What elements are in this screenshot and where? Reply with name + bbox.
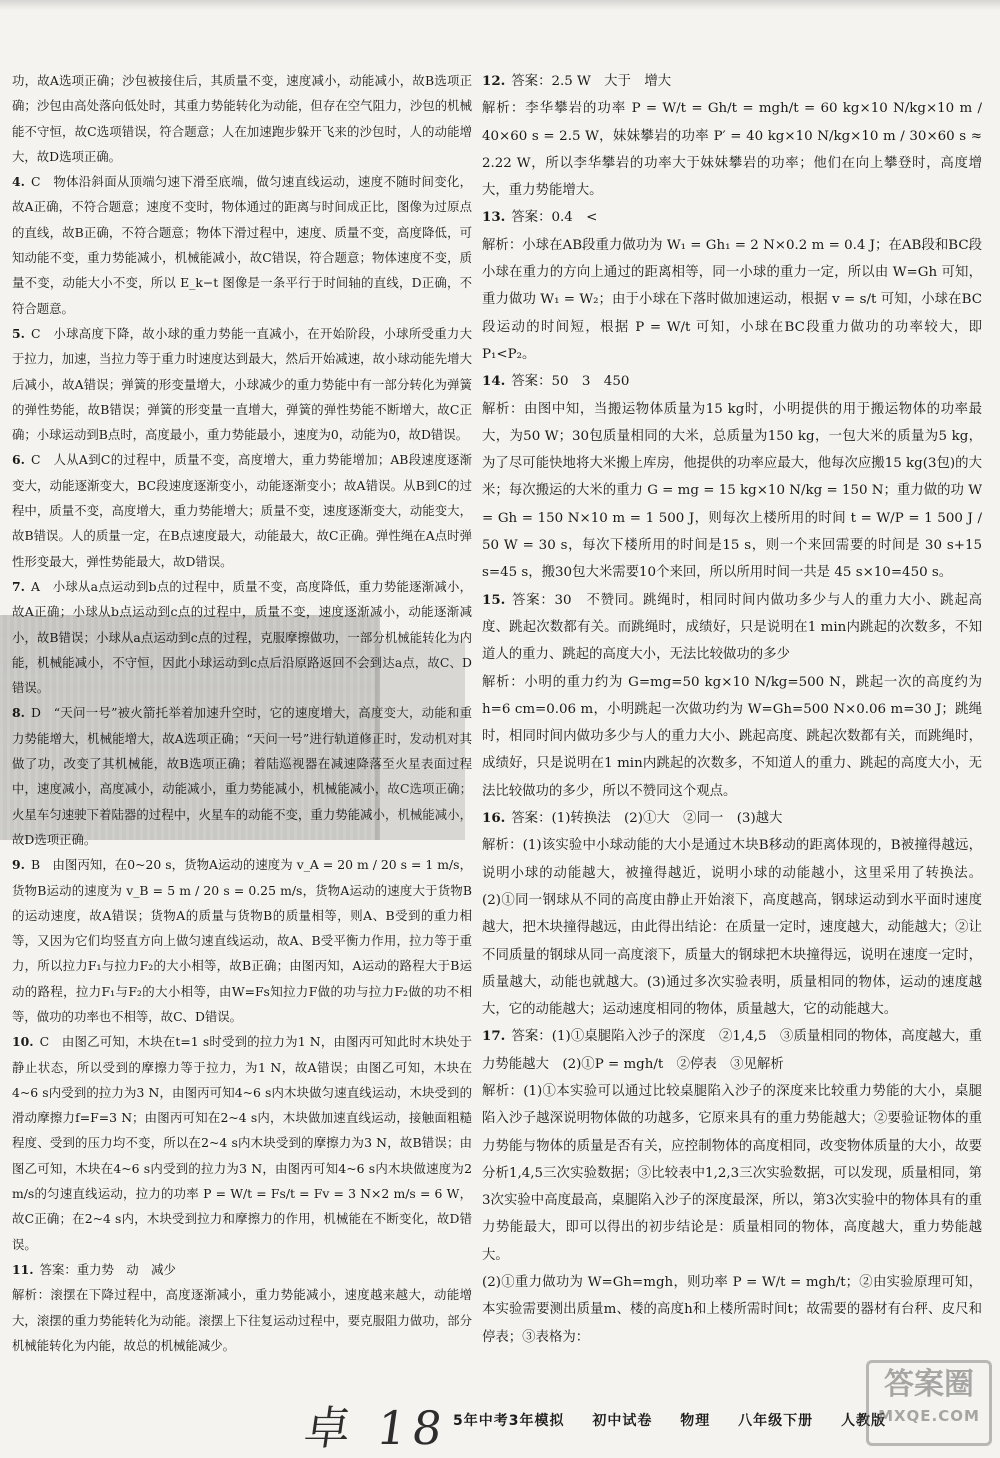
question-number: 8.	[12, 705, 25, 721]
site-watermark-logo	[866, 1360, 992, 1446]
answer-text: 解析：小球在AB段重力做功为 W₁ = Gh₁ = 2 N×0.2 m = 0.4 J；在AB段和BC段小球在重力的方向上通过的距离相等，同一小球的重力一定，所以由 W=Gh 可知，重力做功 W₁ = W₂；由于小球在下落时做加速运动，根据 v = s/t 可知，小球在BC段运动的时间短，根据 P = W/t 可知，小球在BC段重力做功的功率较大，即 P₁<P₂。	[482, 237, 982, 362]
answer-paragraph	[12, 852, 472, 1029]
answer-text: (2)①重力做功为 W=Gh=mgh，则功率 P = W/t = mgh/t；②由实验原理可知，本实验需要测出质量m、楼的高度h和上楼所需时间t；故需要的器材有台秤、皮尺和停表；③表格为：	[482, 1275, 982, 1345]
answer-paragraph	[482, 232, 982, 368]
answer-text: 解析：由图中知，当搬运物体质量为15 kg时，小明提供的用于搬运物体的功率最大，为50 W；30包质量相同的大米，总质量为150 kg，一包大米的质量为5 kg，为了尽可能快地将大米搬上库房，他提供的功率应最大，他每次应搬15 kg(3包)的大米；每次搬运的大米的重力 G = mg = 15 kg×10 N/kg = 150 N；重力做的功 W = Gh = 150 N×10 m = 1 500 J，则每次上楼所用的时间 t = W/P = 1 500 J / 50 W = 30 s，每次下楼所用的时间是15 s，则一个来回需要的时间是 30 s+15 s=45 s，搬30包大米需要10个来回，所以所用时间一共是 45 s×10=450 s。	[482, 401, 982, 581]
answer-paragraph	[482, 669, 982, 805]
question-number: 9.	[12, 857, 25, 873]
answer-paragraph	[482, 368, 982, 395]
question-number: 11.	[12, 1261, 34, 1277]
answer-paragraph	[12, 447, 472, 573]
left-column	[12, 68, 472, 1358]
answer-paragraph	[482, 805, 982, 832]
answer-paragraph	[482, 95, 982, 204]
answer-paragraph	[12, 321, 472, 447]
question-number: 13.	[482, 209, 506, 226]
answer-text: 答案：重力势 动 减少	[39, 1261, 176, 1277]
answer-text: B 由图丙知，在0~20 s，货物A运动的速度为 v_A = 20 m / 20 s = 1 m/s，货物B运动的速度为 v_B = 5 m / 20 s = 0.25 m/s，货物A运动的速度大于货物B的运动速度，故A错误；货物A的质量与货物B的质量相等，则A、B受到的重力相等，又因为它们均竖直方向上做匀速直线运动，故A、B受平衡力作用，拉力等于重力，所以拉力F₁与拉力F₂的大小相等，故B正确；由图丙知，A运动的路程大于B运动的路程，拉力F₁与F₂的大小相等，由W=Fs知拉力F做的功与拉力F₂做的功不相等，做功的功率也不相等，故C、D错误。	[12, 857, 472, 1024]
answer-paragraph	[12, 169, 472, 321]
question-number: 17.	[482, 1028, 506, 1045]
answer-paragraph	[12, 1257, 472, 1282]
footer-series: 5年中考3年模拟	[453, 1413, 565, 1429]
answer-text: 解析：(1)该实验中小球动能的大小是通过木块B移动的距离体现的，B被撞得越远，说明小球的动能越大，被撞得越近，说明小球的动能越小，这里采用了转换法。(2)①同一钢球从不同的高度由静止开始滚下，高度越高，钢球运动到水平面时速度越大，把木块撞得越远，由此得出结论：在质量一定时，速度越大，动能越大；②让不同质量的钢球从同一高度滚下，质量大的钢球把木块撞得远，说明在速度一定时，质量越大，动能也就越大。(3)通过多次实验表明，质量相同的物体，运动的速度越大，它的动能越大；运动速度相同的物体，质量越大，它的动能越大。	[482, 838, 982, 1018]
answer-text: D “天问一号”被火箭托举着加速升空时，它的速度增大，高度变大，动能和重力势能增大，机械能增大，故A选项正确；“天问一号”进行轨道修正时，发动机对其做了功，改变了其机械能，故B选项正确；着陆巡视器在减速降落至火星表面过程中，速度减小，高度减小，动能减小，重力势能减小，机械能减小，故C选项正确；火星车匀速驶下着陆器的过程中，火星车的动能不变，重力势能减小，机械能减小，故D选项正确。	[12, 705, 472, 847]
answer-text: 答案：30 不赞同。跳绳时，相同时间内做功多少与人的重力大小、跳起高度、跳起次数都有关。而跳绳时，成绩好，只是说明在1 min内跳起的次数多，不知道人的重力、跳起的高度大小，无法比较做功的多少	[482, 592, 982, 663]
footer-edition: 人教版	[840, 1413, 886, 1429]
question-number: 4.	[12, 174, 25, 190]
question-number: 10.	[12, 1034, 34, 1050]
answer-paragraph	[12, 1282, 472, 1358]
answer-text: 解析：滚摆在下降过程中，高度逐渐减小，重力势能减小，速度越来越大，动能增大，滚摆的重力势能转化为动能。滚摆上下往复运动过程中，要克服阻力做功，部分机械能转化为内能，故总的机械能减少。	[12, 1287, 472, 1353]
watermark-title: 答案圈	[884, 1367, 974, 1402]
answer-text: 解析：李华攀岩的功率 P = W/t = Gh/t = mgh/t = 60 kg×10 N/kg×10 m / 40×60 s = 2.5 W，妹妹攀岩的功率 P′ = 40 kg×10 N/kg×10 m / 30×60 s ≈ 2.22 W，所以李华攀岩的功率大于妹妹攀岩的功率；他们在向上攀登时，高度增大，重力势能增大。	[482, 101, 982, 199]
question-number: 6.	[12, 452, 25, 468]
answer-text: C 小球高度下降，故小球的重力势能一直减小，在开始阶段，小球所受重力大于拉力，加速，当拉力等于重力时速度达到最大，然后开始减速，故小球动能先增大后减小，故A错误；弹簧的形变量增大，小球减少的重力势能中有一部分转化为弹簧的弹性势能，故B错误；弹簧的形变量一直增大，弹簧的弹性势能不断增大，故C正确；小球运动到B点时，高度最小，重力势能最小，速度为0，动能为0，故D错误。	[12, 325, 472, 443]
answer-text: C 物体沿斜面从顶端匀速下滑至底端，做匀速直线运动，速度不随时间变化，故A正确，不符合题意；速度不变时，物体通过的距离与时间成正比，图像为过原点的直线，故B正确，不符合题意；物体下滑过程中，速度、质量不变，高度降低，可知动能不变，重力势能减小，机械能减小，故C错误，符合题意；物体速度不变，质量不变，动能大小不变，所以 E_k−t 图像是一条平行于时间轴的直线，D正确，不符合题意。	[12, 174, 472, 316]
right-column	[482, 68, 982, 1351]
answer-paragraph	[12, 68, 472, 169]
answer-paragraph	[482, 204, 982, 231]
answer-paragraph	[482, 587, 982, 669]
answer-paragraph	[482, 1269, 982, 1351]
answer-paragraph	[482, 68, 982, 95]
answer-text: 答案：(1)转换法 (2)①大 ②同一 (3)越大	[511, 811, 783, 827]
answer-text: 解析：(1)①本实验可以通过比较桌腿陷入沙子的深度来比较重力势能的大小，桌腿陷入沙子越深说明物体做的功越多，它原来具有的重力势能越大；②要验证物体的重力势能与物体的质量是否有关，应控制物体的高度相同，改变物体质量的大小，故要分析1,4,5三次实验数据；③比较表中1,2,3三次实验数据，可以发现，质量相同，第3次实验中高度最高，桌腿陷入沙子的深度最深，所以，第3次实验中的物体具有的重力势能最大，即可以得出的初步结论是：质量相同的物体，高度越大，重力势能越大。	[482, 1083, 982, 1263]
answer-text: 答案：0.4 <	[511, 210, 598, 226]
answer-text: A 小球从a点运动到b点的过程中，质量不变，高度降低，重力势能逐渐减小，故A正确；小球从b点运动到c点的过程中，质量不变，速度逐渐减小，动能逐渐减小，故B错误；小球从a点运动到c点的过程，克服摩擦做功，一部分机械能转化为内能，机械能减小，不守恒，因此小球运动到c点后沿原路返回不会到达a点，故C、D错误。	[12, 578, 472, 696]
answer-paragraph	[12, 1029, 472, 1257]
answer-text: C 由图乙可知，木块在t=1 s时受到的拉力为1 N，由图丙可知此时木块处于静止状态，所以受到的摩擦力等于拉力，为1 N，故A错误；由图乙可知，木块在4~6 s内受到的拉力为3 N，由图丙可知4~6 s内木块做匀速直线运动，木块受到的滑动摩擦力f=F=3 N；由图丙可知在2~4 s内，木块做加速直线运动，接触面粗糙程度、受到的压力均不变，所以在2~4 s内木块受到的摩擦力为3 N，故B错误；由图乙可知，木块在4~6 s内受到的拉力为3 N，由图丙可知4~6 s内木块做速度为2 m/s的匀速直线运动，拉力的功率 P = W/t = Fs/t = Fv = 3 N×2 m/s = 6 W，故C正确；在2~4 s内，木块受到拉力和摩擦力的作用，机械能在不断变化，故D错误。	[12, 1034, 472, 1252]
question-number: 15.	[482, 591, 506, 608]
answer-paragraph	[482, 1023, 982, 1078]
watermark-url: MXQE.COM	[878, 1407, 980, 1425]
answer-text: 答案：(1)①桌腿陷入沙子的深度 ②1,4,5 ③质量相同的物体，高度越大，重力势能越大 (2)①P = mgh/t ②停表 ③见解析	[482, 1029, 982, 1072]
question-number: 7.	[12, 578, 25, 594]
answer-paragraph	[482, 1078, 982, 1269]
answer-paragraph	[482, 396, 982, 587]
answer-text: 答案：50 3 450	[511, 374, 630, 390]
answer-paragraph	[12, 574, 472, 700]
handwritten-page-mark: 卓 18	[300, 1401, 452, 1455]
footer-subject: 物理	[680, 1413, 711, 1429]
question-number: 5.	[12, 325, 25, 341]
answer-paragraph	[12, 700, 472, 852]
question-number: 14.	[482, 373, 506, 390]
footer-grade: 八年级下册	[738, 1413, 814, 1429]
answer-text: 功，故A选项正确；沙包被接住后，其质量不变，速度减小，动能减小，故B选项正确；沙包由高处落向低处时，其重力势能转化为动能，但存在空气阻力，沙包的机械能不守恒，故C选项错误，符合题意；人在加速跑步躲开飞来的沙包时，人的动能增大，故D选项正确。	[12, 73, 472, 164]
answer-text: 解析：小明的重力约为 G=mg=50 kg×10 N/kg=500 N，跳起一次的高度约为 h=6 cm=0.06 m，小明跳起一次做功约为 W=Gh=500 N×0.06 m=30 J；跳绳时，相同时间内做功多少与人的重力大小、跳起高度、跳起次数都有关，而跳绳时，成绩好，只是说明在1 min内跳起的次数多，不知道人的重力、跳起的高度大小，无法比较做功的多少，所以不赞同这个观点。	[482, 674, 982, 799]
footer-type: 初中试卷	[592, 1413, 653, 1429]
answer-paragraph	[482, 832, 982, 1023]
question-number: 16.	[482, 810, 506, 827]
answer-text: C 人从A到C的过程中，质量不变，高度增大，重力势能增加；AB段速度逐渐变大，动能逐渐变大，BC段速度逐渐变小，动能逐渐变小；故A错误。从B到C的过程中，质量不变，高度增大，重力势能增大；质量不变，速度逐渐变大，动能变大，故B错误。人的质量一定，在B点速度最大，动能最大，故C正确。弹性绳在A点时弹性形变最大，弹性势能最大，故D错误。	[12, 452, 472, 569]
answer-text: 答案：2.5 W 大于 增大	[511, 74, 672, 89]
scan-edge	[0, 0, 1000, 10]
question-number: 12.	[482, 73, 506, 89]
